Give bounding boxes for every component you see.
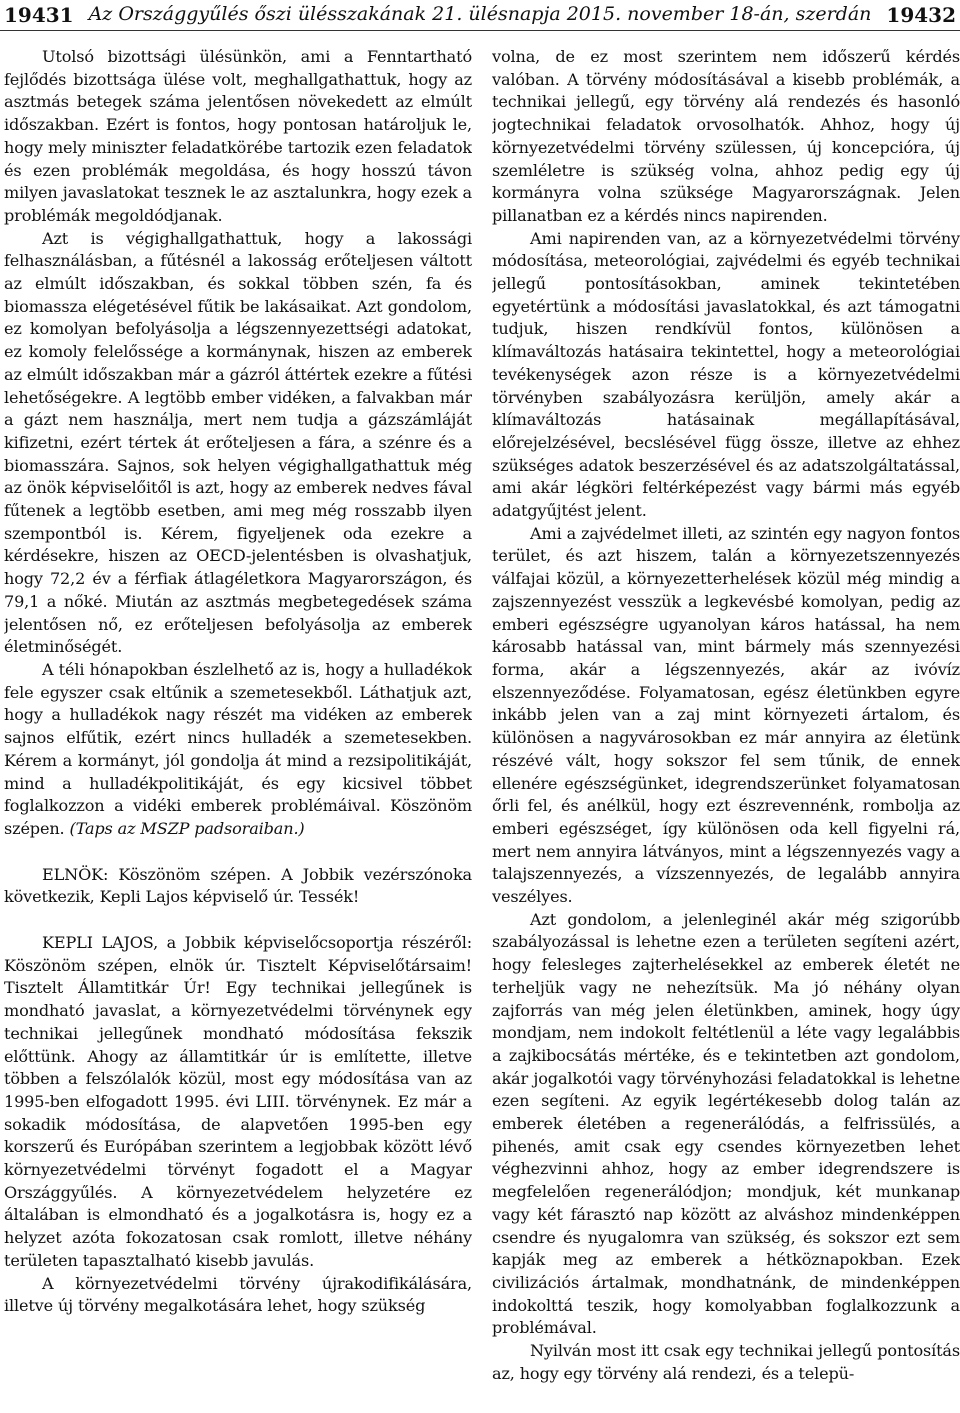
kepli-speech: KEPLI LAJOS, a Jobbik képviselőcsoportja részéről: Köszönöm szépen, elnök úr. Tisztelt Képviselőtársaim! Tisztelt Államtitkár Úr! Egy technikai jellegűnek is mondható javaslat, a környezetvédelmi törvénynek egy technikai jellegűnek mondható módosítása fekszik előttünk. Ahogy az államtitkár úr is említette, illetve többen a felszólalók közül, most egy módosítása van az 1995-ben elfogadott 1995. évi LIII. törvénynek. Ez már a sokadik módosítása, de alapvetően 1995-ben egy korszerű és Európában szerintem a legjobbak között lévő környezetvédelmi törvényt fogadott el a Magyar Országgyűlés. A környezetvédelem helyzetére ez általában is elmondható és a jogalkotásra is, hogy ez a helyzet azóta fokozatosan csak romlott, illetve néhány területen tapasztalható kisebb javulás.: [4, 933, 472, 1270]
page-header: [0, 0, 960, 30]
left-paragraph-6: A környezetvédelmi törvény újrakodifikálására, illetve új törvény megalkotására lehet, hogy szükség: [4, 1273, 472, 1316]
left-paragraph-3: [4, 659, 472, 841]
left-paragraph-2: Azt is végighallgathattuk, hogy a lakossági felhasználásban, a fűtésnél a lakosság erőteljesen váltott az elmúlt időszakban, és sokkal többen szén, fa és biomassza elégetésével fűtik be lakásaikat. Azt gondolom, ez komolyan befolyásolja a légszennyezettségi adatokat, ez komoly felelőssége a kormánynak, hiszen az emberek az elmúlt időszakban már a gázról áttértek ezekre a fűtési lehetőségekre. A legtöbb ember vidéken, a falvakban már a gázt nem használja, mert nem tudja a gázszámláját kifizetni, ezért tértek át erőteljesen a fára, a szénre és a biomasszára. Sajnos, sok helyen végighallgathattuk még az önök képviselőitől is azt, hogy az emberek nedves fával fűtenek a legtöbb esetben, ami meg még rosszabb ilyen szempontból is. Kérem, figyeljenek oda ezekre a kérdésekre, hiszen az OECD-jelentésben is olvashatjuk, hogy 72,2 év a férfiak átlagéletkora Magyarországon, és 79,1 a nőké. Miután az asztmás megbetegedések száma jelentősen nő, ez erőteljesen befolyásolja az emberek életminőségét.: [4, 228, 472, 657]
header-rule: [0, 30, 960, 31]
chair-speech: ELNÖK: Köszönöm szépen. A Jobbik vezérszónoka következik, Kepli Lajos képviselő úr. Tessék!: [4, 864, 472, 907]
stage-direction: (Taps az MSZP padsoraiban.): [69, 818, 305, 838]
left-paragraph-1: Utolsó bizottsági ülésünkön, ami a Fenntartható fejlődés bizottsága ülése volt, meghallgathattuk, hogy az asztmás betegek száma jelentősen növekedett az elmúlt időszakban. Ezért is fontos, hogy pontosan határoljuk le, hogy mely miniszter feladatkörébe tartozik ezen feladatok és ezen problémák megoldása, és hogy hosszú távon milyen javaslatokat tesznek le az asztalunkra, hogy ezek a problémák megoldódjanak.: [4, 47, 472, 225]
page-number-left: 19431: [4, 3, 74, 27]
right-paragraph-1: volna, de ez most szerintem nem időszerű kérdés valóban. A törvény módosításával a kisebb problémák, a technikai jellegű, egy törvény alá rendezés és hasonló jogtechnikai feladatok orvosolhatók. Ahhoz, hogy új környezetvédelmi törvény szülessen, új koncepcióra, új szemléletre is szükség volna, ahhoz pedig egy új kormányra volna szüksége Magyarországnak. Jelen pillanatban ez a kérdés nincs napirenden.: [492, 47, 960, 225]
right-paragraph-5: Nyilván most itt csak egy technikai jellegű pontosítás az, hogy egy törvény alá rendezi, és a telepü-: [492, 1341, 960, 1383]
page-number-right: 19432: [886, 3, 956, 27]
right-paragraph-4: Azt gondolom, a jelenleginél akár még szigorúbb szabályozással is lehetne ezen a területen segíteni azért, hogy felesleges zajterhelésekkel az emberek életét ne terheljük vagy ne nehezítsük. Ma jó néhány olyan zajforrás van még jelen életünkben, aminek, hogy úgy mondjam, nem indokolt feltétlenül a léte vagy legalábbis a zajkibocsátás mértéke, és e tekintetben azt gondolom, akár jogalkotói vagy törvényhozási feladatokkal is lehetne ezen segíteni. Az egyik legértékesebb dolog talán az emberek életében a regenerálódás, a felfrissülés, a pihenés, amit csak egy csendes környezetben lehet véghezvinni ahhoz, hogy az ember idegrendszere is megfelelően regenerálódjon; mondjuk, két munkanap vagy két fárasztó nap között az alváshoz mindenképpen csendre és nyugalomra van szükség, és sokszor ezt sem kapják meg az emberek a hétköznapokban. Ezek civilizációs ártalmak, mondhatnánk, de mindenképpen indokolttá teszik, hogy komolyabban foglalkozzunk a problémával.: [492, 909, 960, 1338]
right-paragraph-3: Ami a zajvédelmet illeti, az szintén egy nagyon fontos terület, és azt hiszem, talán a környezetszennyezés válfajai közül, a környezetterhelések közül még mindig a zajszennyezést vesszük a legkevésbé komolyan, pedig az emberi egészségre ugyanolyan káros hatással, ha nem károsabb hatással van, mint bármely más szennyezési forma, akár a légszennyezés, akár az ivóvíz elszennyeződése. Folyamatosan, egész életünkben egyre inkább jelen van a zaj mint környezeti ártalom, és különösen a nagyvárosokban ez már annyira az életünk részévé vált, hogy sokszor fel sem tűnik, de ennek ellenére egészségünket, idegrendszerünket folyamatosan őrli fel, és anélkül, hogy ezt észrevennénk, rombolja az emberi egészséget, így különösen oda kell figyelni rá, mert nem annyira látványos, mint a légszennyezés vagy a talajszennyezés, a vízszennyezés, de legalább annyira veszélyes.: [492, 523, 960, 907]
right-paragraph-2: Ami napirenden van, az a környezetvédelmi törvény módosítása, meteorológiai, zajvédelmi és egyéb technikai jellegű pontosításokban, aminek tekintetében egyetértünk a módosítási javaslatokkal, és azt támogatni tudjuk, hiszen rendkívül fontos, különösen a klímaváltozás hatásaira tekintettel, hogy a meteorológiai tevékenységek azon része is a környezetvédelmi törvényben szabályozásra kerüljön, amely akár a klímaváltozás hatásainak megállapításával, előrejelzésével, becslésével függ össze, illetve az ehhez szükséges adatok beszerzésével és az adatszolgáltatással, ami akár légköri feltérképezést vagy bármi más egyéb adatgyűjtést jelent.: [492, 228, 960, 521]
left-paragraph-3-text: A téli hónapokban észlelhető az is, hogy a hulladékok fele egyszer csak eltűnik a szemetesekből. Láthatjuk azt, hogy a hulladékok nagy részét ma vidéken az emberek sajnos elfűtik, ezért nincs hulladék a szemetesekben. Kérem a kormányt, jól gondolja át mind a rezsipolitikáját, mind a hulladékpolitikáját, és egy kicsivel többet foglalkozzon a vidéki emberek problémáival. Köszönöm szépen.: [4, 659, 472, 838]
running-title: Az Országgyűlés őszi ülésszakának 21. ülésnapja 2015. november 18-án, szerdán: [88, 3, 872, 25]
left-column: [4, 46, 472, 1413]
right-column: [492, 46, 960, 1413]
